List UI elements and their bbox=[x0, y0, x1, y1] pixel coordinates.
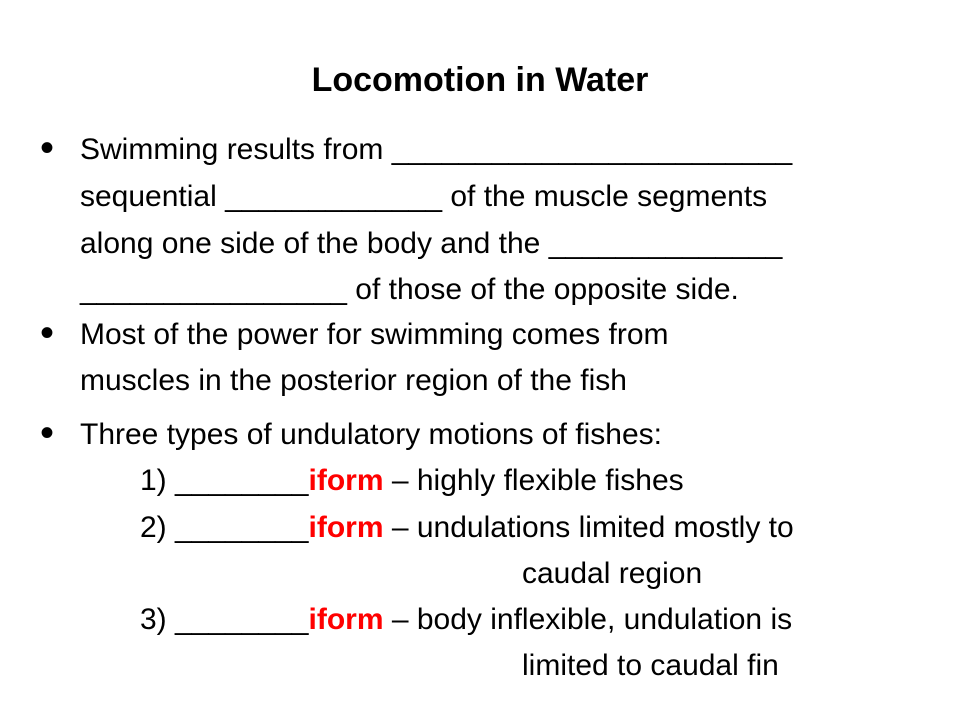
motion-type-2-suffix: iform bbox=[308, 511, 384, 544]
bullet-3-line-1: Three types of undulatory motions of fishes: bbox=[80, 418, 662, 451]
bullet-2-dot: • bbox=[40, 311, 55, 355]
motion-type-2-description: – undulations limited mostly to bbox=[383, 511, 794, 544]
bullet-1-line-4: ________________ of those of the opposite side. bbox=[80, 273, 739, 306]
slide-title: Locomotion in Water bbox=[311, 61, 649, 99]
motion-type-3-suffix: iform bbox=[308, 603, 384, 636]
bullet-1-line-3: along one side of the body and the ______________ bbox=[80, 227, 783, 260]
bullet-1-dot: • bbox=[40, 126, 55, 170]
motion-type-1-description: – highly flexible fishes bbox=[383, 464, 684, 497]
bullet-1-line-2: sequential _____________ of the muscle segments bbox=[80, 180, 768, 213]
motion-type-2-continuation: caudal region bbox=[522, 557, 703, 590]
motion-type-2 bbox=[140, 506, 794, 550]
motion-type-2-prefix: 2) ________ bbox=[140, 511, 309, 544]
motion-type-1 bbox=[140, 459, 684, 503]
motion-type-3-description: – body inflexible, undulation is bbox=[383, 603, 793, 636]
motion-type-3-continuation: limited to caudal fin bbox=[522, 649, 779, 682]
bullet-1-line-1: Swimming results from ________________________ bbox=[80, 133, 793, 166]
bullet-2-line-1: Most of the power for swimming comes from bbox=[80, 318, 669, 351]
motion-type-3-prefix: 3) ________ bbox=[140, 603, 309, 636]
bullet-3-dot: • bbox=[40, 411, 55, 455]
motion-type-1-prefix: 1) ________ bbox=[140, 464, 309, 497]
motion-type-3 bbox=[140, 598, 792, 642]
bullet-2-line-2: muscles in the posterior region of the fish bbox=[80, 364, 627, 397]
motion-type-1-suffix: iform bbox=[308, 464, 384, 497]
